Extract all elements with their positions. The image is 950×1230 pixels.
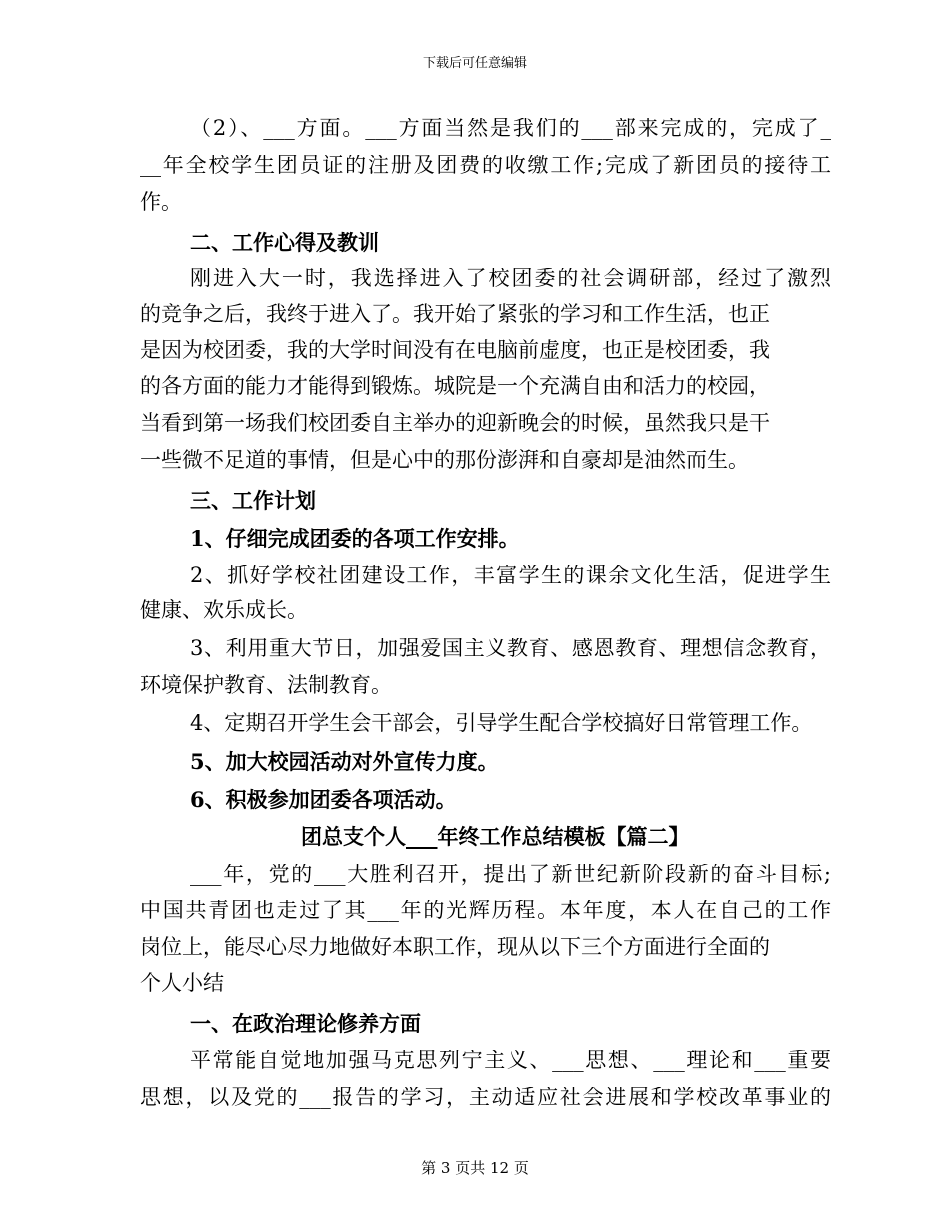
text-line-9: 当看到第一场我们校团委自主举办的迎新晚会的时候，虽然我只是干 — [140, 411, 770, 435]
text-line-1: （2）、___方面。___方面当然是我们的___部来完成的，完成了_ — [190, 118, 831, 140]
text-line-23: 岗位上，能尽心尽力地做好本职工作，现从以下三个方面进行全面的 — [140, 935, 770, 959]
heading-line-4: 二、工作心得及教训 — [190, 230, 379, 255]
page-header: 下载后可任意编辑 — [422, 56, 527, 71]
heading-line-19: 6、积极参加团委各项活动。 — [190, 787, 457, 812]
text-line-15: 3、利用重大节日，加强爱国主义教育、感恩教育、理想信念教育， — [190, 638, 831, 660]
text-line-5: 刚进入大一时，我选择进入了校团委的社会调研部，经过了激烈 — [190, 268, 831, 290]
heading-line-25: 一、在政治理论修养方面 — [190, 1011, 421, 1036]
text-line-22: 中国共青团也走过了其___年的光辉历程。本年度，本人在自己的工作 — [140, 900, 831, 922]
text-line-3: 作。 — [140, 190, 182, 214]
text-line-17: 4、定期召开学生会干部会，引导学生配合学校搞好日常管理工作。 — [190, 711, 813, 735]
text-line-13: 2、抓好学校社团建设工作，丰富学生的课余文化生活，促进学生 — [190, 565, 831, 587]
heading-line-18: 5、加大校园活动对外宣传力度。 — [190, 749, 499, 774]
text-line-2: __年全校学生团员证的注册及团费的收缴工作;完成了新团员的接待工 — [140, 155, 831, 177]
text-line-24: 个人小结 — [140, 971, 224, 995]
text-line-21: ___年，党的___大胜利召开，提出了新世纪新阶段新的奋斗目标; — [190, 864, 831, 886]
text-line-14: 健康、欢乐成长。 — [140, 598, 308, 622]
heading-line-11: 三、工作计划 — [190, 488, 316, 513]
text-line-26: 平常能自觉地加强马克思列宁主义、___思想、___理论和___重要 — [190, 1050, 831, 1072]
text-line-8: 的各方面的能力才能得到锻炼。城院是一个充满自由和活力的校园， — [140, 374, 770, 398]
heading-line-20: 团总支个人___年终工作总结模板【篇二】 — [301, 824, 690, 849]
text-line-16: 环境保护教育、法制教育。 — [140, 673, 392, 697]
page-footer: 第 3 页共 12 页 — [421, 1159, 529, 1177]
text-line-27: 思想，以及党的___报告的学习，主动适应社会进展和学校改革事业的 — [140, 1087, 831, 1109]
text-line-10: 一些微不足道的事情，但是心中的那份澎湃和自豪却是油然而生。 — [140, 448, 749, 472]
text-line-6: 的竞争之后，我终于进入了。我开始了紧张的学习和工作生活，也正 — [140, 302, 770, 326]
heading-line-12: 1、仔细完成团委的各项工作安排。 — [190, 526, 520, 551]
text-line-7: 是因为校团委，我的大学时间没有在电脑前虚度，也正是校团委，我 — [140, 338, 770, 362]
